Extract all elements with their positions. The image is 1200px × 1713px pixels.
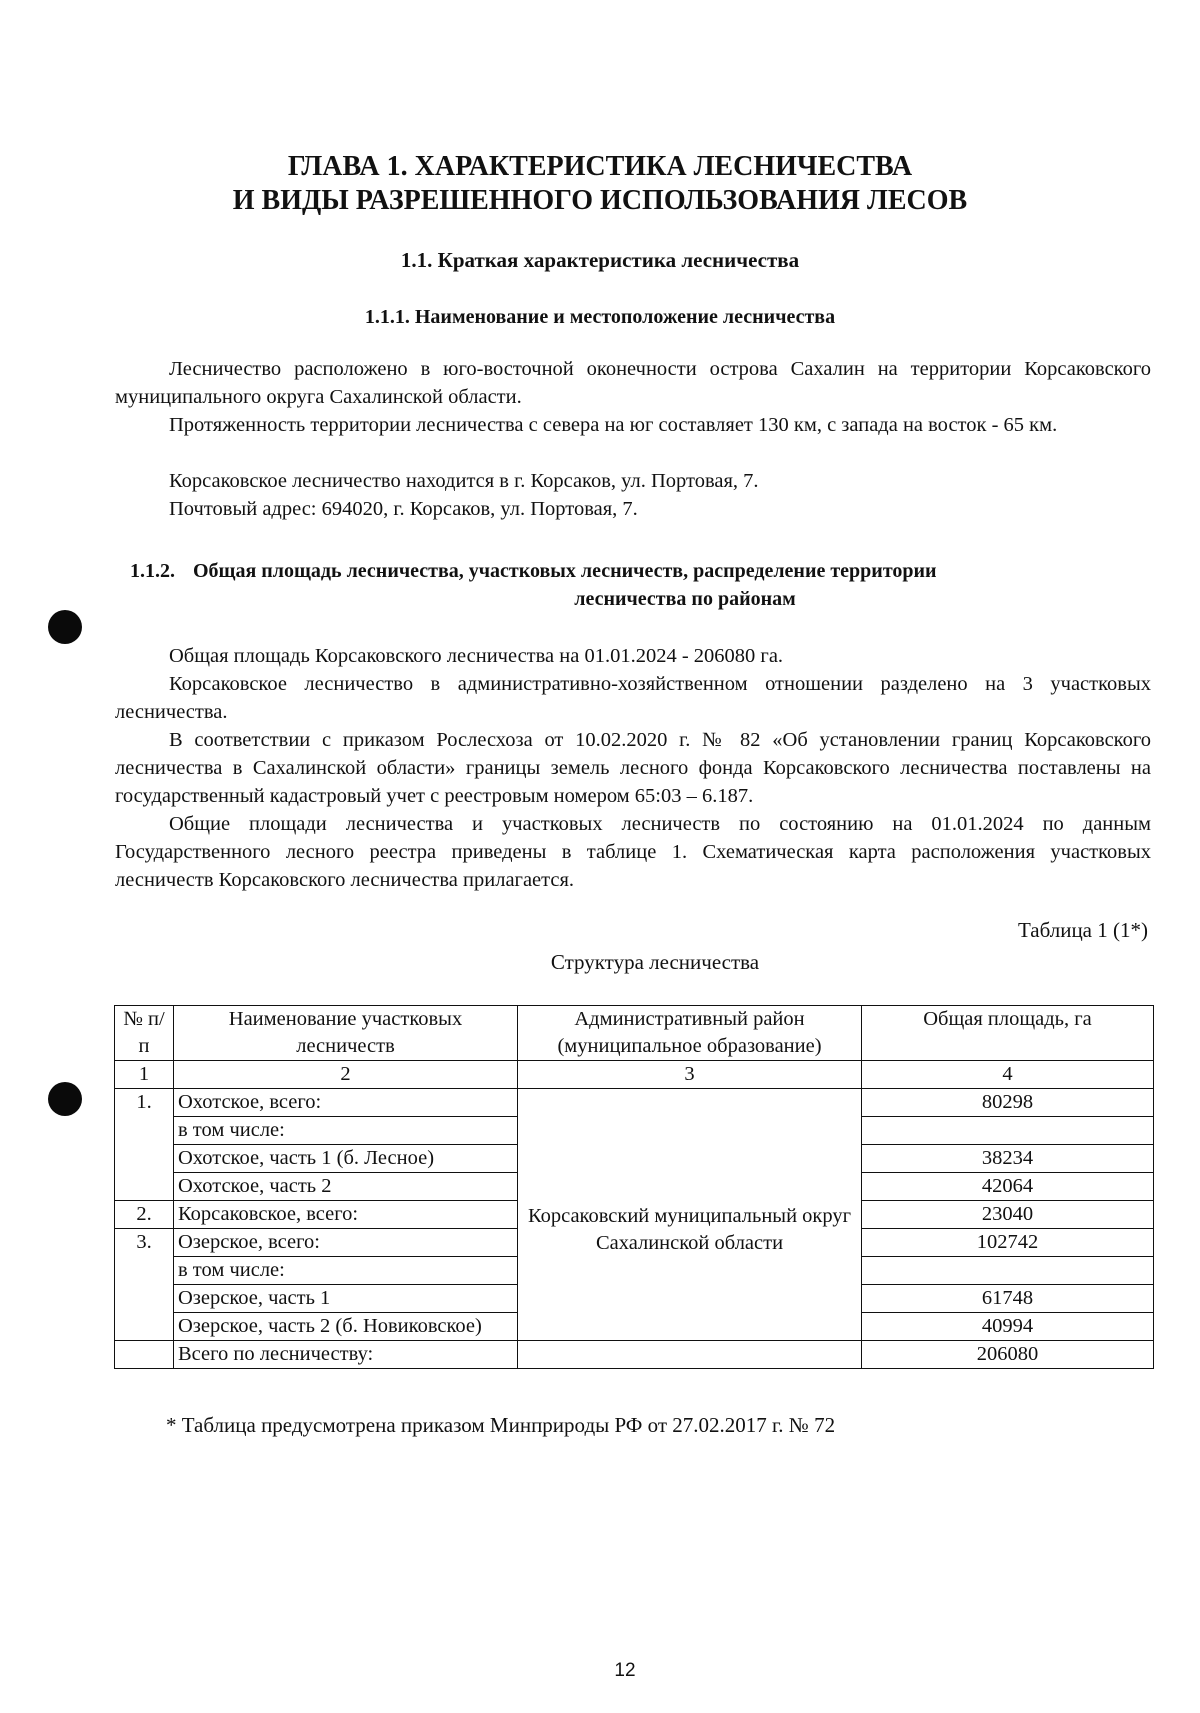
forestry-structure-table: [114, 1005, 1154, 1369]
row-area: 102742: [862, 1229, 1154, 1257]
column-number: 4: [862, 1061, 1154, 1089]
row-area: 80298: [862, 1089, 1154, 1117]
section-title: 1.1. Краткая характеристика лесничества: [400, 248, 800, 272]
row-area: 42064: [862, 1173, 1154, 1201]
empty-cell: [518, 1341, 862, 1369]
paragraph: Корсаковское лесничество находится в г. Корсаков, ул. Портовая, 7.: [169, 470, 759, 492]
paragraph: Протяженность территории лесничества с севера на юг составляет 130 км, с запада на восток - 65 км.: [169, 414, 1058, 436]
row-name: Охотское, часть 1 (б. Лесное): [174, 1145, 518, 1173]
row-number: 2.: [115, 1201, 174, 1229]
table-footnote: * Таблица предусмотрена приказом Минприроды РФ от 27.02.2017 г. № 72: [166, 1413, 836, 1437]
header-cell: № п/п: [115, 1006, 174, 1061]
paragraph: В соответствии с приказом Рослесхоза от 10.02.2020 г. № 82 «Об установлении границ Корсаковского лесничества в Сахалинской области» границы земель лесного фонда Корсаковского лесничества поставлены на государственный кадастровый учет с реестровым номером 65:03 – 6.187.: [115, 729, 1151, 807]
row-name: Корсаковское, всего:: [174, 1201, 518, 1229]
header-cell: Административный район (муниципальное образование): [518, 1006, 862, 1061]
row-area: 38234: [862, 1145, 1154, 1173]
subsection-title: 1.1.1. Наименование и местоположение лесничества: [364, 306, 836, 328]
subsection-number: 1.1.2.: [130, 560, 175, 582]
row-name: Озерское, всего:: [174, 1229, 518, 1257]
punch-hole: [48, 610, 82, 644]
row-area: [862, 1117, 1154, 1145]
paragraph: Почтовый адрес: 694020, г. Корсаков, ул. Портовая, 7.: [169, 498, 638, 520]
row-name: Озерское, часть 1: [174, 1285, 518, 1313]
row-name: Озерское, часть 2 (б. Новиковское): [174, 1313, 518, 1341]
district-cell: Корсаковский муниципальный округ Сахалинской области: [518, 1089, 862, 1341]
row-area: 61748: [862, 1285, 1154, 1313]
paragraph: Общая площадь Корсаковского лесничества на 01.01.2024 - 206080 га.: [169, 645, 784, 667]
empty-cell: [115, 1341, 174, 1369]
row-name: Охотское, часть 2: [174, 1173, 518, 1201]
paragraph: Лесничество расположено в юго-восточной оконечности острова Сахалин на территории Корсаковского муниципального округа Сахалинской области.: [115, 358, 1151, 408]
table-header-row: [115, 1006, 1154, 1061]
row-name: Охотское, всего:: [174, 1089, 518, 1117]
column-number: 1: [115, 1061, 174, 1089]
column-number-row: [115, 1061, 1154, 1089]
total-area: 206080: [862, 1341, 1154, 1369]
row-name: в том числе:: [174, 1257, 518, 1285]
table-total-row: [115, 1341, 1154, 1369]
table-caption: Структура лесничества: [550, 950, 760, 974]
row-area: 40994: [862, 1313, 1154, 1341]
row-number: 1.: [115, 1089, 174, 1201]
total-label: Всего по лесничеству:: [174, 1341, 518, 1369]
subsection-title: 1.1.2. Общая площадь лесничества, участковых лесничеств, распределение территории лесничества по районам: [130, 560, 937, 610]
header-cell: Наименование участковых лесничеств: [174, 1006, 518, 1061]
table-row: [115, 1089, 1154, 1117]
header-cell: Общая площадь, га: [862, 1006, 1154, 1061]
page-number: 12: [614, 1660, 636, 1681]
column-number: 3: [518, 1061, 862, 1089]
row-area: 23040: [862, 1201, 1154, 1229]
chapter-title: ГЛАВА 1. ХАРАКТЕРИСТИКА ЛЕСНИЧЕСТВА И ВИДЫ РАЗРЕШЕННОГО ИСПОЛЬЗОВАНИЯ ЛЕСОВ: [232, 151, 968, 216]
column-number: 2: [174, 1061, 518, 1089]
row-number: 3.: [115, 1229, 174, 1341]
row-area: [862, 1257, 1154, 1285]
table-reference: Таблица 1 (1*): [1017, 918, 1148, 942]
paragraph: Общие площади лесничества и участковых лесничеств по состоянию на 01.01.2024 по данным Государственного лесного реестра приведены в таблице 1. Схематическая карта расположения участковых лесничеств Корсаковского лесничества прилагается.: [115, 813, 1151, 891]
paragraph: Корсаковское лесничество в административно-хозяйственном отношении разделено на 3 участковых лесничества.: [115, 673, 1151, 723]
punch-hole: [48, 1082, 82, 1116]
row-name: в том числе:: [174, 1117, 518, 1145]
